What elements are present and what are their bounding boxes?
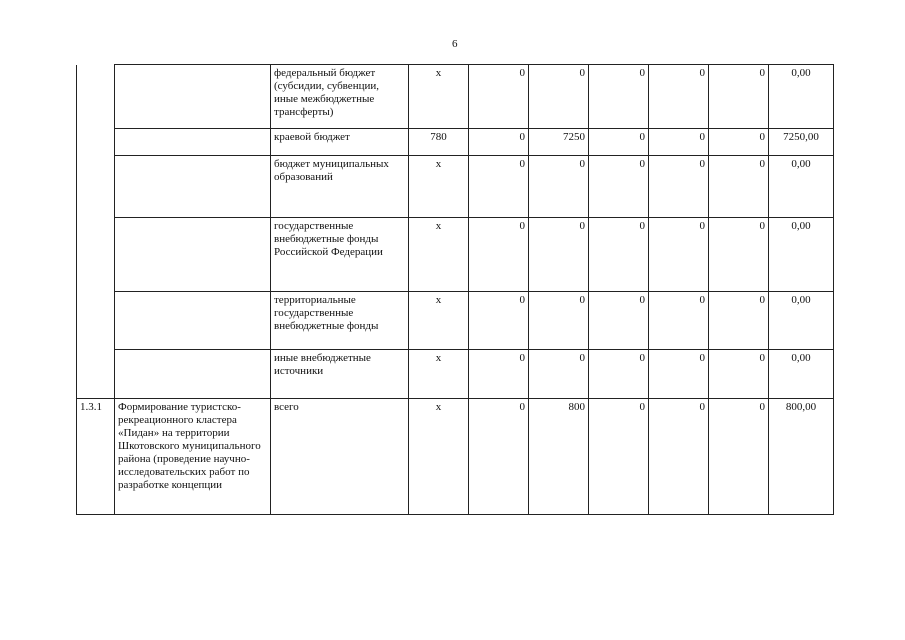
- value-cell: 0: [529, 65, 589, 129]
- value-cell: 7250: [529, 129, 589, 156]
- total-cell: 800,00: [769, 399, 834, 515]
- value-cell: 0: [649, 292, 709, 350]
- measure-name-cell: [115, 65, 271, 129]
- total-cell: 0,00: [769, 292, 834, 350]
- value-cell: x: [409, 218, 469, 292]
- value-cell: 0: [469, 350, 529, 399]
- value-cell: 0: [589, 65, 649, 129]
- value-cell: 0: [709, 65, 769, 129]
- value-cell: 0: [709, 129, 769, 156]
- table-row: [77, 65, 834, 129]
- row-number-cell: [77, 65, 115, 129]
- funding-source-cell: государственные внебюджетные фонды Российской Федерации: [271, 218, 409, 292]
- row-number-cell: [77, 129, 115, 156]
- row-number-cell: [77, 156, 115, 218]
- row-number-cell: 1.3.1: [77, 399, 115, 515]
- measure-name-cell: [115, 292, 271, 350]
- value-cell: 0: [589, 350, 649, 399]
- measure-name-cell: [115, 218, 271, 292]
- value-cell: 780: [409, 129, 469, 156]
- value-cell: 0: [529, 292, 589, 350]
- value-cell: 0: [649, 218, 709, 292]
- value-cell: 0: [469, 292, 529, 350]
- value-cell: 0: [709, 350, 769, 399]
- measure-name-cell: [115, 350, 271, 399]
- table-row: [77, 292, 834, 350]
- value-cell: x: [409, 399, 469, 515]
- table-row: [77, 350, 834, 399]
- value-cell: 0: [589, 129, 649, 156]
- total-cell: 0,00: [769, 65, 834, 129]
- value-cell: 0: [649, 350, 709, 399]
- funding-source-cell: краевой бюджет: [271, 129, 409, 156]
- value-cell: 0: [469, 156, 529, 218]
- total-cell: 0,00: [769, 156, 834, 218]
- value-cell: 0: [469, 129, 529, 156]
- funding-source-cell: территориальные государственные внебюджетные фонды: [271, 292, 409, 350]
- value-cell: 0: [649, 156, 709, 218]
- value-cell: 0: [529, 156, 589, 218]
- table-row: [77, 129, 834, 156]
- value-cell: 0: [469, 218, 529, 292]
- value-cell: x: [409, 292, 469, 350]
- funding-source-cell: федеральный бюджет (субсидии, субвенции, иные межбюджетные трансферты): [271, 65, 409, 129]
- value-cell: 0: [469, 65, 529, 129]
- funding-source-cell: всего: [271, 399, 409, 515]
- value-cell: 0: [589, 292, 649, 350]
- total-cell: 0,00: [769, 350, 834, 399]
- table-row: [77, 156, 834, 218]
- page-number: 6: [452, 38, 458, 50]
- value-cell: 0: [709, 292, 769, 350]
- value-cell: 0: [589, 156, 649, 218]
- value-cell: x: [409, 65, 469, 129]
- total-cell: 7250,00: [769, 129, 834, 156]
- table-body: [77, 65, 834, 515]
- row-number-cell: [77, 218, 115, 292]
- value-cell: 0: [589, 218, 649, 292]
- row-number-cell: [77, 292, 115, 350]
- value-cell: 0: [649, 129, 709, 156]
- value-cell: 0: [649, 65, 709, 129]
- value-cell: 0: [649, 399, 709, 515]
- budget-table: [76, 64, 834, 515]
- value-cell: x: [409, 156, 469, 218]
- value-cell: 0: [469, 399, 529, 515]
- value-cell: 0: [709, 399, 769, 515]
- table-row: [77, 218, 834, 292]
- value-cell: 0: [529, 218, 589, 292]
- value-cell: 800: [529, 399, 589, 515]
- funding-source-cell: бюджет муниципальных образований: [271, 156, 409, 218]
- value-cell: 0: [529, 350, 589, 399]
- measure-name-cell: [115, 156, 271, 218]
- funding-source-cell: иные внебюджетные источники: [271, 350, 409, 399]
- value-cell: 0: [589, 399, 649, 515]
- table-row: [77, 399, 834, 515]
- total-cell: 0,00: [769, 218, 834, 292]
- value-cell: 0: [709, 218, 769, 292]
- measure-name-cell: Формирование туристско-рекреационного кластера «Пидан» на территории Шкотовского муниципального района (проведение научно-исследовательских работ по разработке концепции: [115, 399, 271, 515]
- measure-name-cell: [115, 129, 271, 156]
- value-cell: 0: [709, 156, 769, 218]
- value-cell: x: [409, 350, 469, 399]
- row-number-cell: [77, 350, 115, 399]
